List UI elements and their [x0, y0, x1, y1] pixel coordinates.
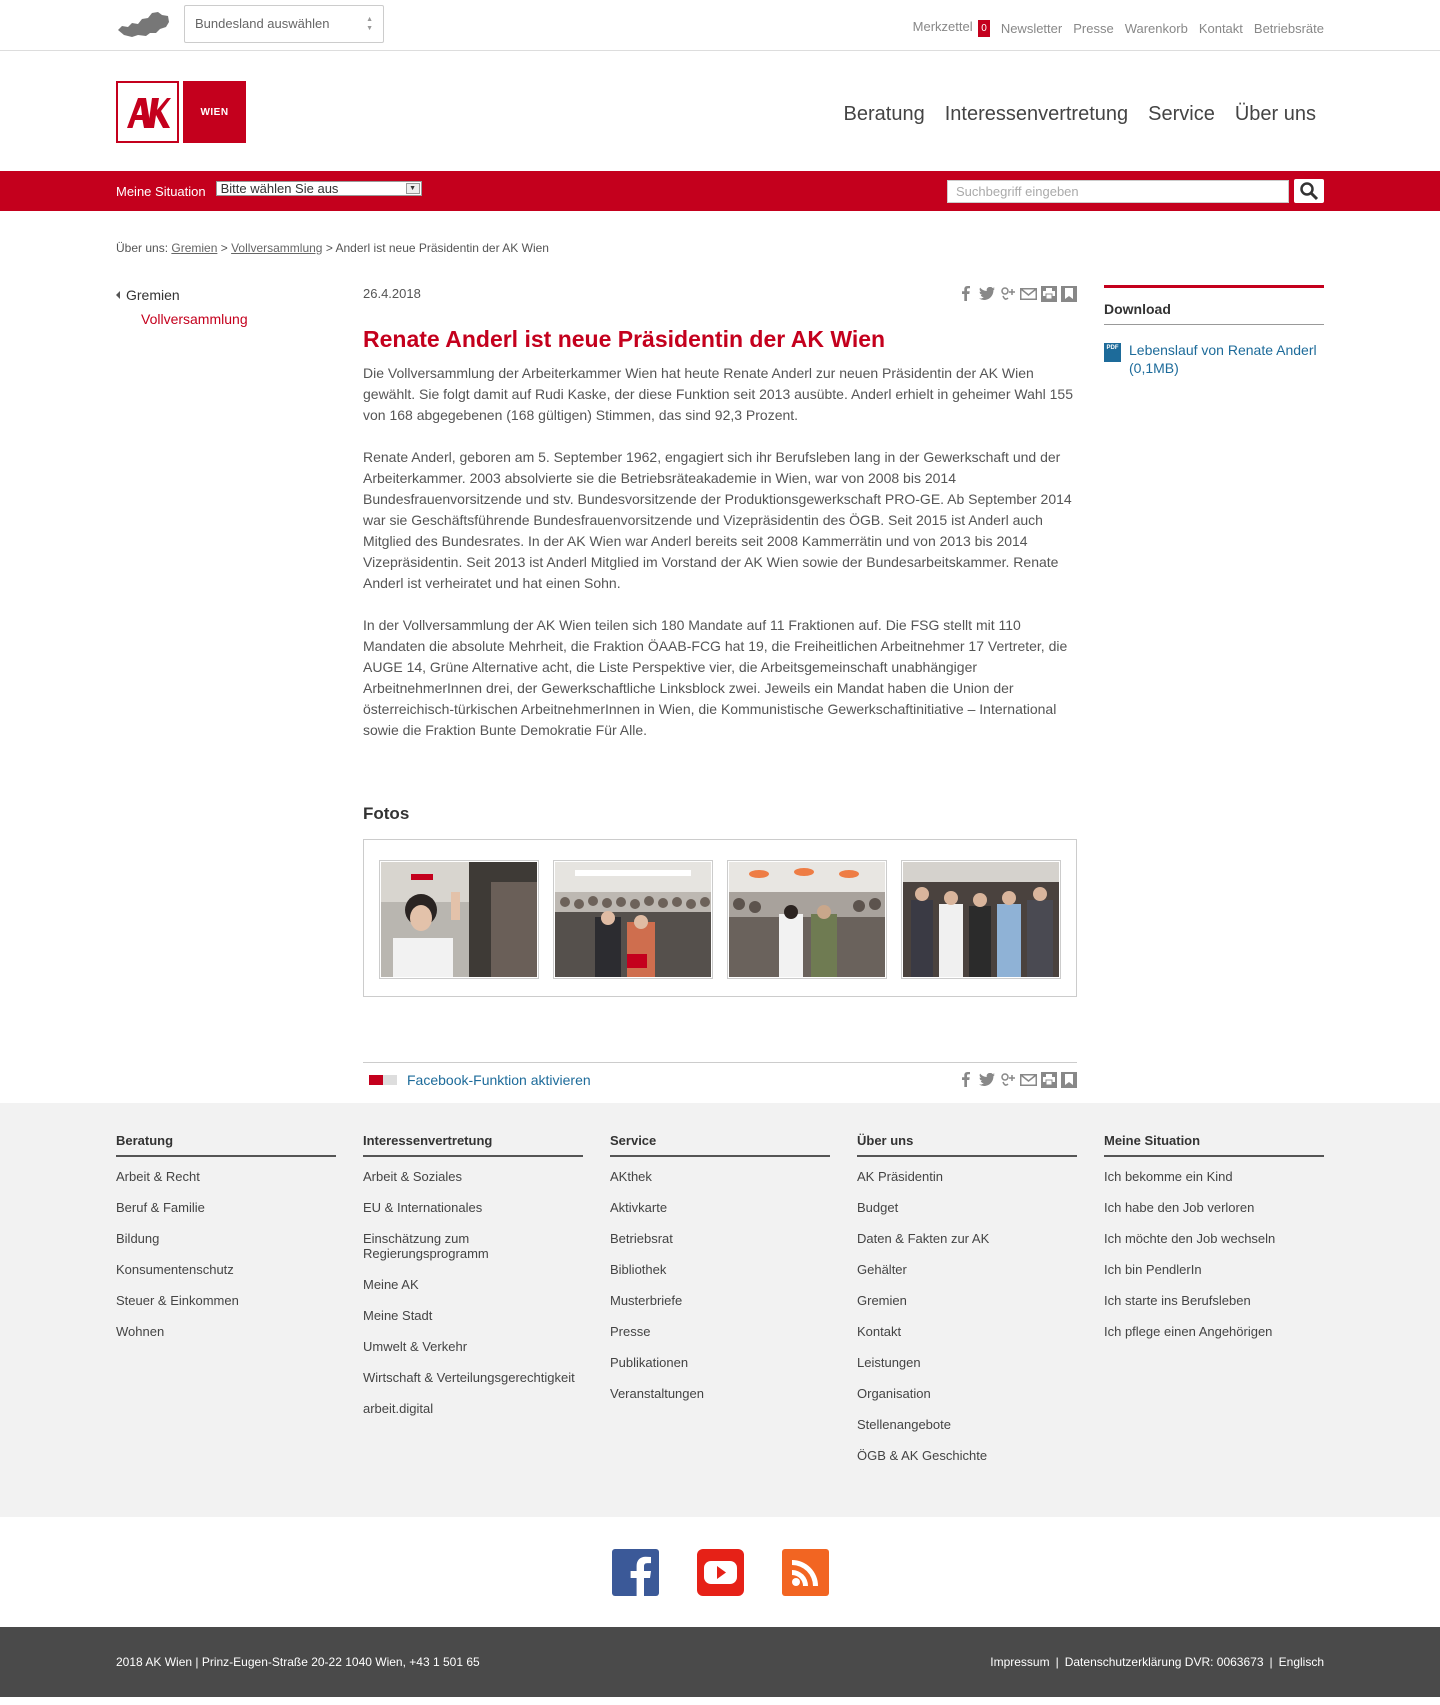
facebook-share-icon[interactable] — [957, 285, 974, 302]
footer-link-list — [1104, 1169, 1324, 1339]
presse-link[interactable]: Presse — [1073, 20, 1114, 36]
situation-search-bar — [0, 171, 1440, 211]
situation-label: Meine Situation — [116, 183, 206, 199]
googleplus-share-icon[interactable] — [999, 285, 1016, 302]
download-sidebar — [1104, 277, 1324, 1103]
header — [0, 51, 1440, 171]
footer-link[interactable]: Wohnen — [116, 1324, 165, 1339]
nav-interessenvertretung[interactable]: Interessenvertretung — [944, 103, 1129, 125]
article-title: Renate Anderl ist neue Präsidentin der AK Wien — [363, 326, 886, 352]
photo-thumbnail[interactable] — [901, 860, 1061, 979]
facebook-share-icon[interactable] — [957, 1071, 974, 1088]
download-heading: Download — [1104, 285, 1324, 325]
footer-column-title: Beratung — [116, 1133, 336, 1157]
facebook-icon[interactable] — [612, 1549, 659, 1596]
footer-link[interactable]: Musterbriefe — [610, 1293, 683, 1308]
breadcrumb-current: Anderl ist neue Präsidentin der AK Wien — [335, 241, 549, 255]
footer-link[interactable]: Ich habe den Job verloren — [1104, 1200, 1255, 1215]
back-triangle-icon — [116, 291, 120, 299]
newsletter-link[interactable]: Newsletter — [1000, 20, 1063, 36]
article-paragraph: Die Vollversammlung der Arbeiterkammer Wien hat heute Renate Anderl zur neuen Präsidentin der AK Wien gewählt. Sie folgt damit auf Rudi Kaske, der diese Funktion seit 2013 ausübte. Anderl erhielt in geheimer Wahl 155 von 168 abgegebenen (168 gültigen) Stimmen, das sind 92,3 Prozent. — [363, 365, 1074, 423]
top-bar — [0, 0, 1440, 51]
footer-link[interactable]: Beruf & Familie — [116, 1200, 205, 1215]
content — [116, 277, 1324, 1103]
footer-link[interactable]: EU & Internationales — [363, 1200, 483, 1215]
social-links — [0, 1517, 1440, 1627]
ak-wien-logo[interactable] — [116, 81, 246, 143]
twitter-share-icon[interactable] — [978, 1071, 995, 1088]
leftnav-vollversammlung[interactable]: Vollversammlung — [141, 311, 248, 327]
top-links — [913, 19, 1324, 37]
article — [363, 277, 1077, 1103]
impressum-link[interactable]: Impressum — [990, 1655, 1050, 1669]
austria-map-icon[interactable] — [116, 10, 170, 38]
footer-link[interactable]: Ich bekomme ein Kind — [1104, 1169, 1233, 1184]
photo-thumbnail[interactable] — [727, 860, 887, 979]
search-icon — [1299, 181, 1319, 201]
article-paragraph: In der Vollversammlung der AK Wien teilen sich 180 Mandate auf 11 Fraktionen auf. Die FSG stellt mit 110 Mandaten die absolute Mehrheit, die Fraktion ÖAAB-FCG hat 19, die Freiheitlichen Arbeitnehmer 17 Vertreter, die AUGE 14, Grüne Alternative acht, die Liste Perspektive vier, die Arbeitsgemeinschaft unabhängiger ArbeitnehmerInnen drei, der Gewerkschaftliche Linksblock zwei. Jeweils ein Mandat haben die Union der österreichisch-türkischen ArbeitnehmerInnen in Wien, die Kommunistische Gewerkschaftinitiative – International sowie die Fraktion Bunte Demokratie Für Alle. — [363, 617, 1068, 738]
footer-link-list — [610, 1169, 830, 1401]
share-bar-top — [957, 285, 1077, 302]
footer-column — [857, 1133, 1077, 1479]
bookmark-icon[interactable] — [1061, 286, 1077, 302]
footer-link[interactable]: Aktivkarte — [610, 1200, 668, 1215]
footer-link[interactable]: Arbeit & Recht — [116, 1169, 200, 1184]
merkzettel-count-badge: 0 — [978, 20, 990, 37]
footer-link[interactable]: Veranstaltungen — [610, 1386, 704, 1401]
facebook-toggle[interactable] — [369, 1075, 397, 1085]
download-lebenslauf-link[interactable]: Lebenslauf von Renate Anderl (0,1MB) — [1129, 342, 1317, 376]
share-bar-bottom — [957, 1071, 1077, 1088]
englisch-link[interactable]: Englisch — [1278, 1655, 1324, 1669]
footer-column-title: Service — [610, 1133, 830, 1157]
pdf-icon: PDF — [1104, 343, 1121, 362]
nav-beratung[interactable]: Beratung — [843, 103, 925, 125]
email-share-icon[interactable] — [1020, 285, 1037, 302]
select-arrows-icon: ▲ ▼ — [366, 15, 373, 32]
footer-column-title: Über uns — [857, 1133, 1077, 1157]
ak-logo-icon — [125, 95, 171, 129]
footer-link[interactable]: Betriebsrat — [610, 1231, 673, 1246]
photo-gallery — [363, 839, 1077, 997]
footer-link[interactable]: Stellenangebote — [857, 1417, 951, 1432]
footer-link[interactable]: Steuer & Einkommen — [116, 1293, 239, 1308]
nav-service[interactable]: Service — [1148, 103, 1215, 125]
datenschutz-link[interactable]: Datenschutzerklärung DVR: 0063673 — [1064, 1655, 1264, 1669]
footer-link[interactable]: Konsumentenschutz — [116, 1262, 234, 1277]
footer-link[interactable]: Einschätzung zum Regierungsprogramm — [363, 1231, 489, 1261]
footer-link[interactable]: Ich starte ins Berufsleben — [1104, 1293, 1251, 1308]
search-input[interactable]: Suchbegriff eingeben — [947, 180, 1289, 203]
footer-link[interactable]: Ich pflege einen Angehörigen — [1104, 1324, 1273, 1339]
leftnav-gremien-label: Gremien — [126, 287, 180, 303]
footer-link[interactable]: AK Präsidentin — [857, 1169, 943, 1184]
fotos-heading: Fotos — [363, 804, 410, 823]
footer-link-list — [116, 1169, 336, 1339]
breadcrumb-separator: > — [220, 241, 228, 255]
footer-column — [363, 1133, 583, 1479]
legal-separator: | — [1055, 1655, 1059, 1669]
footer-link[interactable]: Wirtschaft & Verteilungsgerechtigkeit — [363, 1370, 575, 1385]
footer-link[interactable]: Arbeit & Soziales — [363, 1169, 462, 1184]
youtube-icon[interactable] — [697, 1549, 744, 1596]
footer-link[interactable]: Gremien — [857, 1293, 907, 1308]
article-date: 26.4.2018 — [363, 286, 421, 301]
main-nav — [844, 103, 1316, 126]
wien-logo-mark: WIEN — [183, 81, 246, 143]
footer-column — [116, 1133, 336, 1479]
footer-link-list — [857, 1169, 1077, 1463]
footer-link[interactable]: Ich bin PendlerIn — [1104, 1262, 1202, 1277]
breadcrumb-gremien[interactable]: Gremien — [171, 241, 218, 255]
leftnav-gremien[interactable] — [116, 287, 363, 303]
googleplus-share-icon[interactable] — [999, 1071, 1016, 1088]
left-nav — [116, 277, 363, 1103]
legal-links — [990, 1655, 1324, 1669]
breadcrumb-prefix: Über uns: — [116, 241, 169, 255]
footer-link[interactable]: ÖGB & AK Geschichte — [857, 1448, 988, 1463]
legal-separator: | — [1269, 1655, 1273, 1669]
print-icon[interactable] — [1041, 1072, 1057, 1088]
photo-thumbnail[interactable] — [379, 860, 539, 979]
breadcrumb — [116, 211, 1324, 277]
state-select[interactable] — [184, 5, 384, 43]
footer-link[interactable]: Umwelt & Verkehr — [363, 1339, 468, 1354]
footer-link[interactable]: Bildung — [116, 1231, 160, 1246]
footer-link[interactable]: Bibliothek — [610, 1262, 667, 1277]
footer-column — [610, 1133, 830, 1479]
bookmark-icon[interactable] — [1061, 1072, 1077, 1088]
footer-link[interactable]: Ich möchte den Job wechseln — [1104, 1231, 1276, 1246]
ak-logo-mark — [116, 81, 179, 143]
situation-select[interactable] — [216, 181, 422, 196]
footer-link[interactable]: Budget — [857, 1200, 899, 1215]
breadcrumb-separator: > — [325, 241, 333, 255]
footer-link[interactable]: AKthek — [610, 1169, 652, 1184]
betriebsraete-link[interactable]: Betriebsräte — [1253, 20, 1324, 36]
warenkorb-link[interactable]: Warenkorb — [1124, 20, 1188, 36]
nav-ueber-uns[interactable]: Über uns — [1234, 103, 1316, 125]
footer-link[interactable]: arbeit.digital — [363, 1401, 434, 1416]
kontakt-link[interactable]: Kontakt — [1198, 20, 1243, 36]
merkzettel-label: Merkzettel — [912, 19, 973, 34]
footer-link-list — [363, 1169, 583, 1416]
situation-select-value: Bitte wählen Sie aus — [220, 180, 339, 196]
email-share-icon[interactable] — [1020, 1071, 1037, 1088]
download-item — [1104, 341, 1324, 377]
twitter-share-icon[interactable] — [978, 285, 995, 302]
footer-link[interactable]: Organisation — [857, 1386, 931, 1401]
footer-link[interactable]: Meine Stadt — [363, 1308, 433, 1323]
article-paragraph: Renate Anderl, geboren am 5. September 1962, engagiert sich ihr Berufsleben lang in der Gewerkschaft und der Arbeiterkammer. 2003 absolvierte sie die Betriebsräteakademie in Wien, war von 2008 bis 2014 Bundesfrauenvorsitzende und stv. Bundesvorsitzende der Produktionsgewerkschaft PRO-GE. Ab September 2014 war sie Geschäftsführende Bundesfrauenvorsitzende und Vizepräsidentin des ÖGB. Seit 2015 ist Anderl auch Mitglied des Bundesrates. In der AK Wien war Anderl bereits seit 2008 Kammerrätin und von 2013 bis 2014 Vizepräsidentin. Seit 2013 ist Anderl Mitglied im Vorstand der AK Wien sowie der Bundesarbeitskammer. Renate Anderl ist verheiratet und hat einen Sohn. — [363, 449, 1072, 591]
search-button[interactable] — [1294, 179, 1324, 203]
footer-column-title: Meine Situation — [1104, 1133, 1324, 1157]
footer-link[interactable]: Publikationen — [610, 1355, 689, 1370]
footer-link[interactable]: Daten & Fakten zur AK — [857, 1231, 990, 1246]
footer-sitemap — [0, 1103, 1440, 1517]
breadcrumb-vollversammlung[interactable]: Vollversammlung — [231, 241, 323, 255]
merkzettel-link[interactable] — [913, 19, 990, 37]
print-icon[interactable] — [1041, 286, 1057, 302]
dropdown-arrow-icon: ▼ — [406, 183, 420, 194]
footer-link[interactable]: Leistungen — [857, 1355, 921, 1370]
photo-thumbnail[interactable] — [553, 860, 713, 979]
footer-link[interactable]: Kontakt — [857, 1324, 902, 1339]
state-select-value: Bundesland auswählen — [195, 16, 330, 31]
bottom-bar — [0, 1627, 1440, 1697]
rss-icon[interactable] — [782, 1549, 829, 1596]
footer-link[interactable]: Meine AK — [363, 1277, 419, 1292]
footer-column-title: Interessenvertretung — [363, 1133, 583, 1157]
footer-link[interactable]: Gehälter — [857, 1262, 907, 1277]
footer-link[interactable]: Presse — [610, 1324, 651, 1339]
footer-column — [1104, 1133, 1324, 1479]
facebook-activate-link[interactable]: Facebook-Funktion aktivieren — [407, 1071, 591, 1088]
address-text: 2018 AK Wien | Prinz-Eugen-Straße 20-22 1040 Wien, +43 1 501 65 — [116, 1655, 480, 1669]
